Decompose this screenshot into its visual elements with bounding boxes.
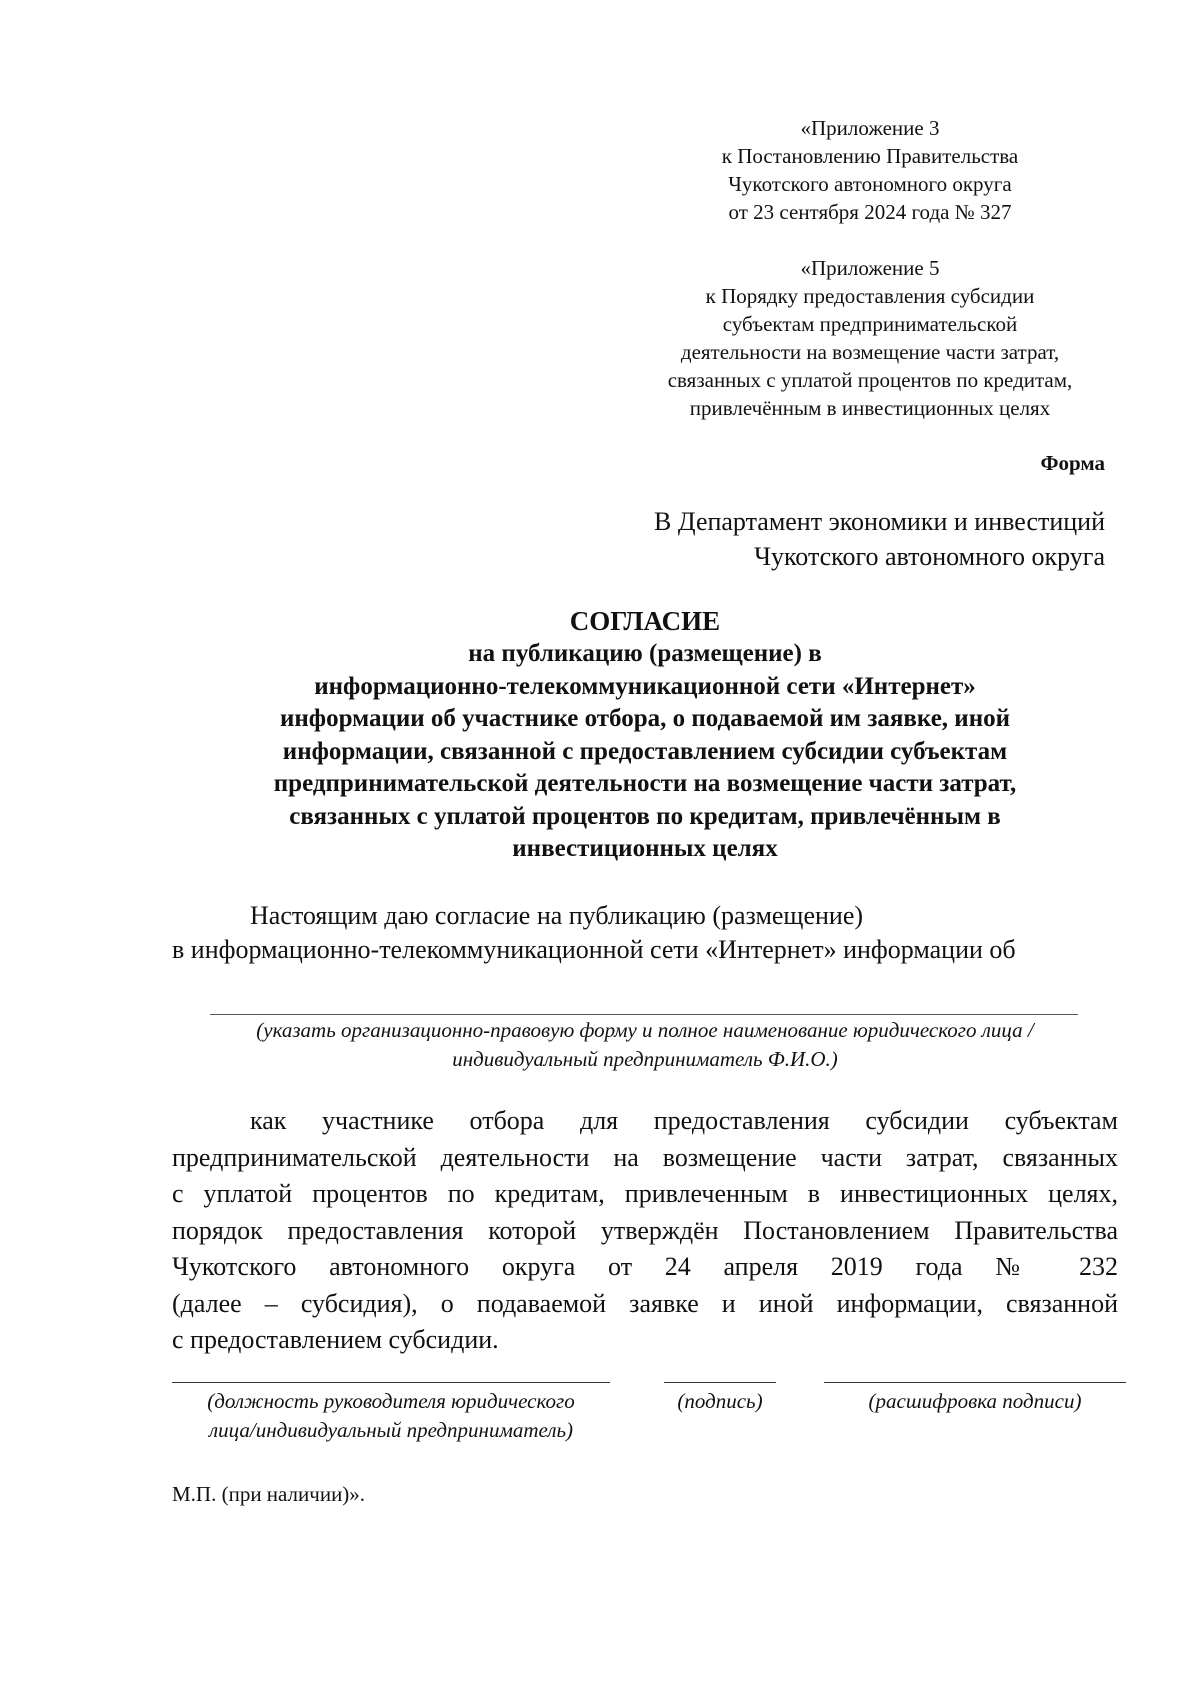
transcript-caption-text: (расшифровка подписи) bbox=[868, 1389, 1082, 1413]
consent-statement-line-2: в информационно-телекоммуникационной сети «Интернет» информации об bbox=[172, 935, 1016, 964]
transcript-caption bbox=[800, 1387, 1150, 1416]
body-line: с предоставлением субсидии. bbox=[172, 1325, 499, 1354]
appendix-5-line: деятельности на возмещение части затрат, bbox=[680, 340, 1060, 364]
addressee bbox=[654, 504, 1105, 574]
title-line: связанных с уплатой процентов по кредитам, привлечённым в bbox=[289, 802, 1001, 830]
appendix-3-line: от 23 сентября 2024 года № 327 bbox=[728, 200, 1012, 224]
appendix-5-line: к Порядку предоставления субсидии bbox=[705, 284, 1035, 308]
appendix-3-header bbox=[640, 114, 1100, 226]
title-line: информации об участнике отбора, о подаваемой им заявке, иной bbox=[279, 705, 1011, 732]
title-line: на публикацию (размещение) в bbox=[468, 640, 822, 667]
title-line: инвестиционных целях bbox=[512, 835, 778, 862]
body-line: Чукотского автономного округа от 24 апреля 2019 года № 232 bbox=[172, 1252, 1118, 1281]
entity-name-hint bbox=[150, 1016, 1140, 1074]
title-subtitle bbox=[170, 638, 1120, 866]
appendix-3-line: к Постановлению Правительства bbox=[721, 144, 1019, 168]
entity-hint-line: (указать организационно-правовую форму и полное наименование юридического лица / bbox=[256, 1018, 1034, 1042]
position-caption-line: лица/индивидуальный предприниматель) bbox=[208, 1418, 574, 1442]
document-title bbox=[170, 604, 1120, 866]
body-line: порядок предоставления которой утверждён Постановлением Правительства bbox=[172, 1215, 1118, 1245]
body-line: с уплатой процентов по кредитам, привлеченным в инвестиционных целях, bbox=[172, 1179, 1118, 1208]
appendix-5-header bbox=[610, 254, 1130, 422]
appendix-3-line: «Приложение 3 bbox=[800, 116, 940, 140]
entity-name-field-line[interactable] bbox=[210, 1014, 1078, 1015]
position-field-line[interactable] bbox=[172, 1382, 610, 1383]
entity-hint-line: индивидуальный предприниматель Ф.И.О.) bbox=[452, 1047, 838, 1071]
stamp-note: М.П. (при наличии)». bbox=[172, 1482, 366, 1506]
title-line: информационно-телекоммуникационной сети «Интернет» bbox=[314, 672, 976, 700]
position-caption-line: (должность руководителя юридического bbox=[207, 1389, 575, 1413]
consent-body-paragraph bbox=[172, 1103, 1118, 1359]
appendix-5-line: связанных с уплатой процентов по кредитам, bbox=[667, 368, 1073, 392]
body-line: предпринимательской деятельности на возмещение части затрат, связанных bbox=[172, 1142, 1118, 1172]
signature-caption-text: (подпись) bbox=[677, 1389, 763, 1413]
appendix-5-line: субъектам предпринимательской bbox=[722, 312, 1018, 336]
appendix-5-line: «Приложение 5 bbox=[800, 256, 940, 280]
signature-field-line[interactable] bbox=[664, 1382, 776, 1383]
signature-caption bbox=[640, 1387, 800, 1416]
form-label: Форма bbox=[1040, 451, 1105, 475]
title-line: информации, связанной с предоставлением субсидии субъектам bbox=[282, 737, 1008, 765]
title-main: СОГЛАСИЕ bbox=[569, 606, 721, 636]
addressee-line: Чукотского автономного округа bbox=[754, 542, 1105, 571]
appendix-3-line: Чукотского автономного округа bbox=[728, 172, 1012, 196]
title-line: предпринимательской деятельности на возмещение части затрат, bbox=[273, 770, 1017, 797]
body-line: (далее – субсидия), о подаваемой заявке и иной информации, связанной bbox=[172, 1288, 1118, 1318]
position-caption bbox=[160, 1387, 622, 1445]
appendix-5-line: привлечённым в инвестиционных целях bbox=[689, 396, 1051, 420]
body-line: как участнике отбора для предоставления субсидии субъектам bbox=[250, 1106, 1118, 1135]
consent-statement-line-1: Настоящим даю согласие на публикацию (размещение) bbox=[250, 901, 864, 930]
signature-transcript-field-line[interactable] bbox=[824, 1382, 1126, 1383]
addressee-line: В Департамент экономики и инвестиций bbox=[654, 507, 1105, 536]
